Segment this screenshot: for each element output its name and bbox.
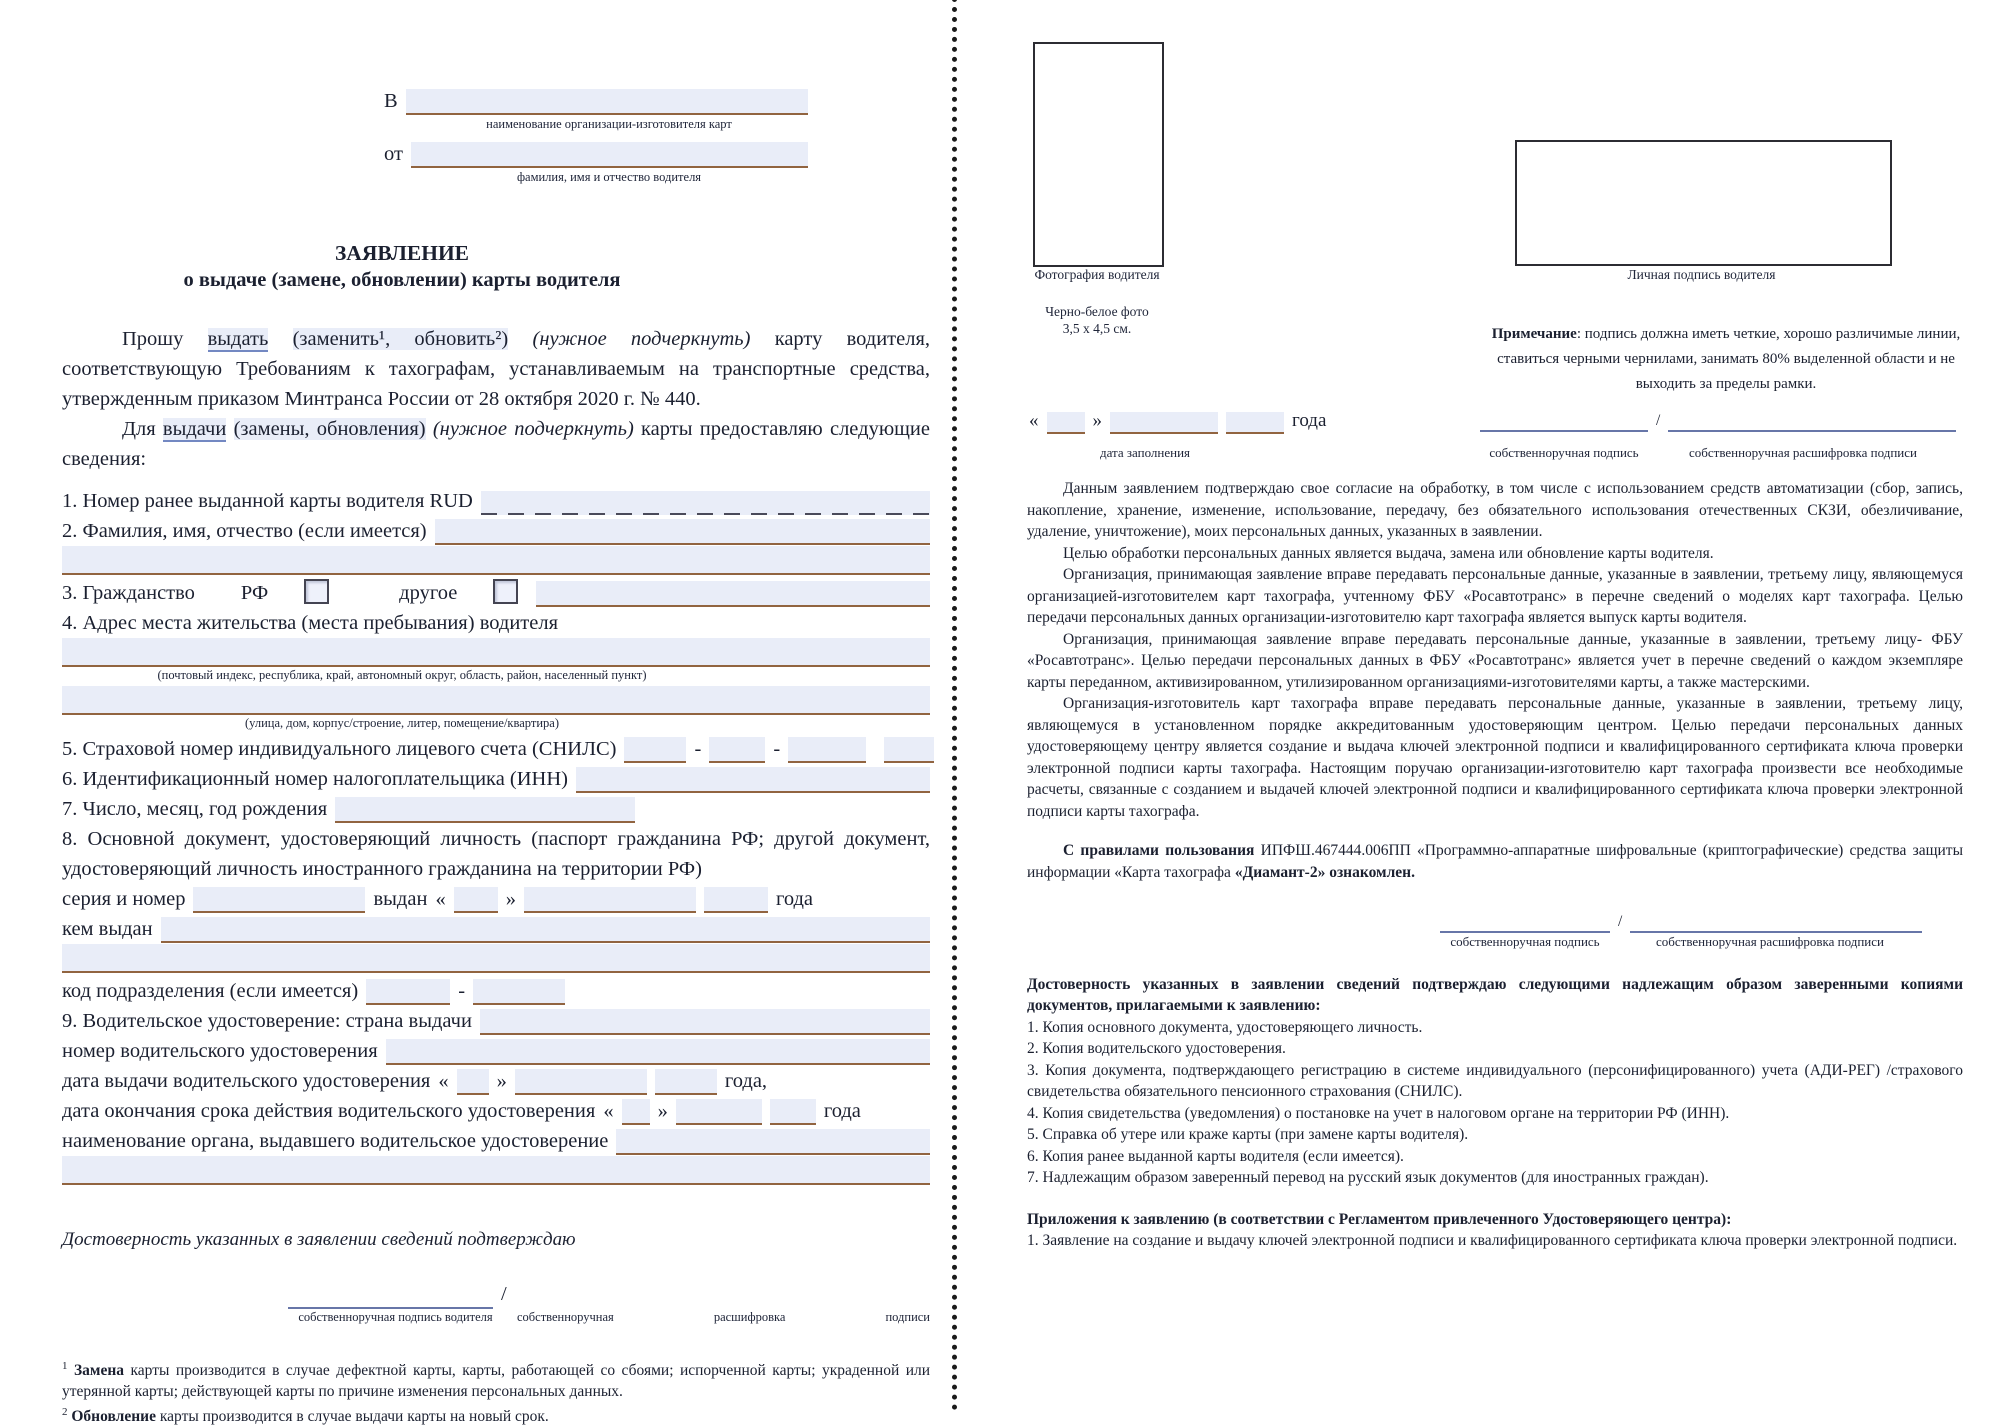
quote-close: » [505, 888, 516, 910]
dl-country-field[interactable] [480, 1009, 930, 1035]
right-top-section [1027, 0, 1963, 478]
item-citizenship [62, 578, 930, 608]
dl-issue-day-field[interactable] [457, 1069, 489, 1095]
issued-by-field[interactable] [161, 917, 930, 943]
underline-note-2: (нужное подчеркнуть) [432, 418, 634, 440]
underline-note: (нужное подчеркнуть) [532, 328, 751, 350]
consent-paragraph-5: Организация-изготовитель карт тахографа вправе передавать персональные данные, указанные в заявлении, третьему лицу, являющемуся в установленном порядке аккредитованным удостоверяющим центром. Целью передачи персональных данных удостоверяющему центру является создание и выдача ключей электронной подписи и квалифицированного сертификата ключа проверки электронной подписи карты тахографа. Настоящим поручаю организации-изготовителю карт тахографа произвести все необходимые расчеты, связанные с созданием и выдачей ключей электронной подписи и квалифицированного сертификата ключа проверки электронной подписи карты тахографа. [1027, 695, 1963, 820]
affirmation-text: Достоверность указанных в заявлении сведений подтверждаю [62, 1229, 576, 1250]
provide-option-issue: выдачи [162, 418, 227, 440]
attachments-section [1027, 1209, 1963, 1252]
footnote-2 [62, 1402, 930, 1427]
driver-signature-captions [288, 1309, 930, 1326]
license-expiry-row [62, 1096, 930, 1126]
footnote-2-term: Обновление [71, 1408, 156, 1426]
fill-date-row [1029, 408, 1326, 434]
license-org-label: наименование органа, выдавшего водительское удостоверение [62, 1130, 609, 1152]
document-item-2: 2. Копия водительского удостоверения. [1027, 1040, 1286, 1057]
photo-box[interactable] [1033, 42, 1164, 267]
passport-series-field[interactable] [193, 887, 365, 913]
photo-caption: Фотография водителя [1034, 267, 1160, 282]
passport-serial-label: серия и номер [62, 888, 186, 910]
second-signature-captions [1440, 933, 1963, 950]
passport-issuer-row [62, 914, 930, 944]
driver-transcript-caption: собственноручная расшифровка подписи [517, 1310, 930, 1324]
issued-by-field-2[interactable] [62, 944, 930, 973]
page-right [1027, 0, 1963, 1252]
snils-field-1[interactable] [624, 737, 686, 763]
quote-close-2: » [496, 1070, 507, 1092]
item-card-number [62, 486, 930, 516]
fill-year-label: года [1292, 410, 1327, 431]
ack-product: «Диамант-2» [1234, 863, 1326, 881]
document-item-7: 7. Надлежащим образом заверенный перевод на русский язык документов (для иностранных граждан). [1027, 1169, 1709, 1186]
ack-lead: С правилами пользования [1063, 842, 1255, 859]
license-expiry-year-label: года [823, 1100, 861, 1122]
quote-open: « [435, 888, 446, 910]
provide-lead: Для [122, 418, 156, 440]
top-transcript-caption: собственноручная расшифровка подписи [1689, 445, 1917, 460]
item-license [62, 1006, 930, 1036]
footnote-2-text: карты производится в случае выдачи карты на новый срок. [159, 1408, 549, 1426]
fill-day-field[interactable] [1047, 412, 1085, 434]
fill-month-field[interactable] [1110, 412, 1218, 434]
quote-open-2: « [438, 1070, 449, 1092]
fio-field[interactable] [435, 519, 930, 545]
attachments-title: Приложения к заявлению (в соответствии с Регламентом привлеченного Удостоверяющего центра): [1027, 1210, 1732, 1228]
item-address-label: 4. Адрес места жительства (места пребывания) водителя [62, 612, 559, 634]
citizenship-other-field[interactable] [536, 581, 930, 607]
consent-paragraph-1: Данным заявлением подтверждаю свое согласие на обработку, в том числе с использованием средств автоматизации (сбор, запись, накопление, хранение, изменение, использование, передачу, без обязательного использования отечественных СКЗИ, обезличивание, удаление, уничтожение), моих персональных данных, указанных в заявлении. [1027, 480, 1963, 540]
footnote-1-term: Замена [73, 1362, 125, 1380]
signature-note [1475, 322, 1977, 397]
passport-year-label: года [775, 888, 814, 910]
item-snils-label: 5. Страховой номер индивидуального лицевого счета (СНИЛС) [62, 738, 617, 760]
inn-field[interactable] [576, 767, 930, 793]
provide-rest: карты предоставляю следующие сведения: [62, 418, 930, 470]
fill-year-field[interactable] [1226, 412, 1284, 434]
page-left [62, 0, 930, 1427]
dl-issue-year-field[interactable] [655, 1069, 717, 1095]
top-signature-field[interactable] [1480, 414, 1648, 432]
driver-signature-caption: собственноручная подпись водителя [298, 1310, 493, 1324]
request-paragraph [62, 324, 930, 414]
signature-note-term: Примечание [1491, 326, 1577, 342]
top-transcript-field[interactable] [1668, 414, 1956, 432]
form-title: ЗАЯВЛЕНИЕ [334, 241, 470, 265]
acknowledgement-paragraph [1027, 840, 1963, 883]
from-caption: фамилия, имя и отчество водителя [516, 170, 702, 184]
signature-slash: / [501, 1283, 507, 1305]
fio-field-2[interactable] [62, 546, 930, 575]
item-passport-intro: 8. Основной документ, удостоверяющий личность (паспорт гражданина РФ; другой документ, удостоверяющий личность иностранного гражданина на территории РФ) [62, 828, 930, 880]
second-signature-row [1440, 911, 1963, 933]
passport-issue-year-field[interactable] [704, 887, 768, 913]
date-quote-open: « [1029, 410, 1039, 431]
provide-paragraph [62, 414, 930, 474]
top-signature-caption: собственноручная подпись [1489, 445, 1639, 460]
unit-code-row [62, 976, 930, 1006]
top-signature-slash: / [1656, 412, 1661, 429]
passport-issue-day-field[interactable] [454, 887, 498, 913]
provide-option-other: (замены, обновления) [233, 418, 426, 440]
ack-mid: ИПФШ.467444.006ПП «Программно-аппаратные шифровальные (криптографические) средства защиты информации «Карта тахографа [1027, 842, 1963, 881]
unit-code-field-2[interactable] [473, 979, 565, 1005]
documents-intro: Достоверность указанных в заявлении сведений подтверждаю следующими надлежащим образом заверенными копиями документов, прилагаемыми к заявлению: [1027, 975, 1963, 1014]
citizenship-rf-label: РФ [240, 582, 269, 604]
second-signature-caption: собственноручная подпись [1450, 933, 1600, 949]
license-expiry-label: дата окончания срока действия водительского удостоверения [62, 1100, 596, 1122]
form-subtitle: о выдаче (замене, обновлении) карты водителя [183, 269, 621, 291]
addressee-block [384, 86, 808, 186]
unit-code-field-1[interactable] [366, 979, 450, 1005]
document-item-5: 5. Справка об утере или краже карты (при замене карты водителя). [1027, 1126, 1469, 1143]
second-transcript-field[interactable] [1630, 915, 1922, 933]
item-snils [62, 734, 930, 764]
snils-field-2[interactable] [709, 737, 765, 763]
address-caption-2: (улица, дом, корпус/строение, литер, помещение/квартира) [245, 716, 559, 730]
request-lead: Прошу [122, 328, 184, 350]
dl-org-field-2[interactable] [62, 1156, 930, 1185]
address-field-1[interactable] [62, 638, 930, 667]
documents-section [1027, 974, 1963, 1189]
snils-field-4[interactable] [884, 737, 934, 763]
passport-issuer-label: кем выдан [62, 918, 153, 940]
document-item-6: 6. Копия ранее выданной карты водителя (если имеется). [1027, 1147, 1404, 1165]
dl-issue-month-field[interactable] [515, 1069, 647, 1095]
dl-number-field[interactable] [386, 1039, 930, 1065]
consent-paragraph-2: Целью обработки персональных данных является выдача, замена или обновление карты водителя. [1063, 544, 1714, 562]
footnotes [62, 1356, 930, 1427]
signature-box-caption: Личная подпись водителя [1627, 267, 1776, 282]
date-quote-close: » [1092, 410, 1102, 431]
unit-code-label: код подразделения (если имеется) [62, 980, 359, 1002]
second-signature-slash: / [1618, 913, 1623, 930]
footnote-1-text: карты производится в случае дефектной карты, карты, работающей со сбоями; испорченной карты; украденной или утерянной карты; действующей карты по причине изменения персональных данных. [62, 1362, 931, 1401]
address-caption-1: (почтовый индекс, республика, край, автономный округ, область, район, населенный пункт) [157, 668, 647, 682]
fill-date-caption: дата заполнения [1099, 445, 1191, 460]
request-option-other: (заменить¹, обновить²) [292, 328, 509, 350]
license-org-row [62, 1126, 930, 1156]
second-transcript-caption: собственноручная расшифровка подписи [1656, 933, 1884, 949]
driver-signature-row [288, 1279, 930, 1309]
item-birthdate-label: 7. Число, месяц, год рождения [62, 798, 328, 820]
signature-note-text: : подпись должна иметь четкие, хорошо различимые линии, ставиться черными чернилами, занимать 80% выделенной области и не выходить за пределы рамки. [1497, 326, 1961, 392]
ack-confirm: ознакомлен. [1329, 863, 1415, 881]
photo-note [999, 303, 1195, 337]
item-fio [62, 516, 930, 546]
item-inn-label: 6. Идентификационный номер налогоплательщика (ИНН) [62, 768, 568, 790]
license-number-label: номер водительского удостоверения [62, 1040, 378, 1062]
license-number-row [62, 1036, 930, 1066]
consent-paragraph-3: Организация, принимающая заявление вправе передавать персональные данные, указанные в заявлении, третьему лицу, являющемуся организацией-изготовителем карт тахографа, учтенному ФБУ «Росавтотранс» в перечне сведений о моделях карт тахографа. Целью передачи персональных данных организации-изготовителю карт тахографа является выпуск карты водителя. [1027, 566, 1963, 626]
photo-note-line2: 3,5 х 4,5 см. [1062, 321, 1132, 336]
to-label: В [384, 90, 398, 112]
snils-dash-2: - [773, 738, 781, 760]
to-caption: наименование организации-изготовителя карт [486, 117, 732, 131]
item-fio-label: 2. Фамилия, имя, отчество (если имеется) [62, 520, 427, 542]
from-label: от [384, 143, 403, 165]
attachment-item-1: 1. Заявление на создание и выдачу ключей электронной подписи и квалифицированного сертификата ключа проверки электронной подписи. [1027, 1232, 1958, 1249]
photo-note-line1: Черно-белое фото [1045, 304, 1149, 319]
passport-issue-month-field[interactable] [524, 887, 696, 913]
document-item-1: 1. Копия основного документа, удостоверяющего личность. [1027, 1018, 1423, 1036]
citizenship-rf-checkbox[interactable] [304, 579, 329, 604]
footnote-1 [62, 1356, 930, 1402]
quote-close-3: » [657, 1100, 668, 1122]
passport-serial-row [62, 884, 930, 914]
consent-paragraph-4: Организация, принимающая заявление вправе передавать персональные данные, указанные в заявлении, третьему лицу- ФБУ «Росавтотранс». Целью передачи персональных данных в ФБУ «Росавтотранс» является учет в перечне сведений о каждом экземпляре карты переданном, активизированном, утилизированном организациями-изготовителями карты, а также мастерскими. [1027, 630, 1963, 691]
dl-expiry-month-field[interactable] [676, 1099, 762, 1125]
document-item-4: 4. Копия свидетельства (уведомления) о постановке на учет в налоговом органе на территории РФ (ИНН). [1027, 1104, 1730, 1122]
license-issue-row [62, 1066, 930, 1096]
birthdate-field[interactable] [335, 797, 635, 823]
item-inn [62, 764, 930, 794]
snils-dash-1: - [694, 738, 702, 760]
driver-name-field[interactable] [411, 142, 808, 168]
footnote-2-marker: 2 [62, 1406, 68, 1419]
license-issue-label: дата выдачи водительского удостоверения [62, 1070, 431, 1092]
citizenship-other-checkbox[interactable] [493, 579, 518, 604]
item-card-number-label: 1. Номер ранее выданной карты водителя RUD [62, 490, 473, 512]
request-rest: карту водителя, соответствующую Требованиям к тахографам, устанавливаемым на транспортные средства, утвержденным приказом Минтранса России от 28 октября 2020 г. № 440. [62, 328, 931, 410]
page-divider [952, 0, 957, 1411]
item-citizenship-label: 3. Гражданство [62, 582, 195, 604]
dl-expiry-year-field[interactable] [770, 1099, 816, 1125]
footnote-1-marker: 1 [62, 1360, 68, 1372]
dl-expiry-day-field[interactable] [622, 1099, 650, 1125]
item-birthdate [62, 794, 930, 824]
citizenship-other-label: другое [399, 582, 458, 604]
dl-org-field[interactable] [616, 1129, 930, 1155]
second-signature-field[interactable] [1440, 915, 1610, 933]
item-license-label: 9. Водительское удостоверение: страна выдачи [62, 1010, 472, 1032]
address-field-2[interactable] [62, 686, 930, 715]
driver-signature-field[interactable] [288, 1285, 493, 1309]
snils-field-3[interactable] [788, 737, 866, 763]
signature-box[interactable] [1515, 140, 1892, 266]
quote-open-3: « [603, 1100, 614, 1122]
top-signature-row [1480, 410, 1956, 432]
passport-issued-label: выдан [373, 888, 428, 910]
request-option-issue: выдать [207, 328, 269, 350]
organization-name-field[interactable] [406, 89, 808, 115]
unit-code-dash: - [458, 980, 466, 1002]
license-issue-year-label: года, [724, 1070, 768, 1092]
document-item-3: 3. Копия документа, подтверждающего регистрацию в системе индивидуального (персонифицированного) учета (АДИ-РЕГ) /страхового свидетельства обязательного пенсионного страхования (СНИЛС). [1027, 1061, 1963, 1100]
card-number-field[interactable] [481, 491, 930, 515]
